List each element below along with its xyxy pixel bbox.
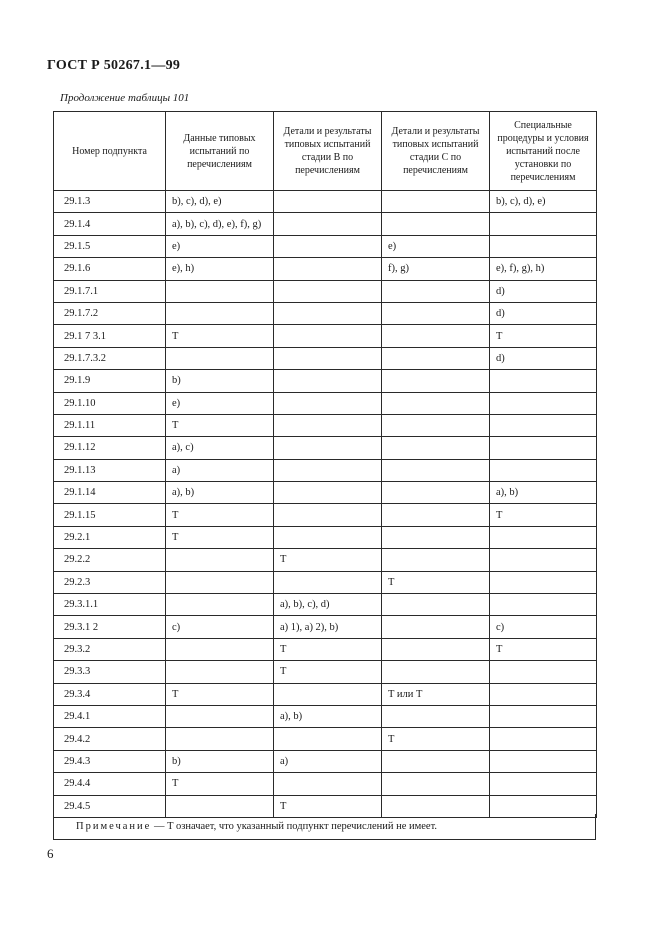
cell-stage-c	[382, 459, 490, 481]
cell-subclause: 29.4.2	[54, 728, 166, 750]
cell-subclause: 29.1.11	[54, 414, 166, 436]
cell-stage-c	[382, 773, 490, 795]
cell-subclause: 29.1.7.1	[54, 280, 166, 302]
cell-stage-b	[274, 459, 382, 481]
cell-type-test-data: T	[166, 773, 274, 795]
cell-stage-b	[274, 683, 382, 705]
cell-subclause: 29.1.15	[54, 504, 166, 526]
table-row	[54, 414, 597, 436]
cell-stage-b: T	[274, 638, 382, 660]
cell-stage-c	[382, 750, 490, 772]
header-row	[54, 112, 597, 191]
cell-type-test-data	[166, 302, 274, 324]
cell-subclause: 29.1.5	[54, 235, 166, 257]
cell-subclause: 29.1 7 3.1	[54, 325, 166, 347]
cell-stage-b	[274, 213, 382, 235]
cell-subclause: 29.4.4	[54, 773, 166, 795]
cell-special-procedures	[490, 661, 597, 683]
cell-stage-b: T	[274, 661, 382, 683]
cell-type-test-data: e)	[166, 392, 274, 414]
cell-stage-c: f), g)	[382, 258, 490, 280]
cell-special-procedures	[490, 594, 597, 616]
cell-special-procedures	[490, 370, 597, 392]
cell-subclause: 29.1.4	[54, 213, 166, 235]
cell-stage-c	[382, 661, 490, 683]
cell-stage-b	[274, 392, 382, 414]
cell-stage-c	[382, 504, 490, 526]
cell-special-procedures	[490, 414, 597, 436]
cell-special-procedures	[490, 683, 597, 705]
cell-stage-b: a)	[274, 750, 382, 772]
cell-type-test-data: a), b)	[166, 482, 274, 504]
cell-special-procedures	[490, 392, 597, 414]
table-row	[54, 638, 597, 660]
table-row	[54, 549, 597, 571]
cell-subclause: 29.1.7.3.2	[54, 347, 166, 369]
cell-stage-c: e)	[382, 235, 490, 257]
cell-stage-b: a), b), c), d)	[274, 594, 382, 616]
cell-type-test-data: a), c)	[166, 437, 274, 459]
cell-subclause: 29.3.1 2	[54, 616, 166, 638]
cell-special-procedures	[490, 235, 597, 257]
cell-subclause: 29.2.2	[54, 549, 166, 571]
cell-type-test-data: T	[166, 504, 274, 526]
cell-stage-c	[382, 370, 490, 392]
cell-stage-c	[382, 325, 490, 347]
table-note	[53, 814, 596, 840]
cell-subclause: 29.1.9	[54, 370, 166, 392]
cell-stage-b: a), b)	[274, 705, 382, 727]
cell-special-procedures: d)	[490, 302, 597, 324]
cell-stage-b	[274, 571, 382, 593]
cell-stage-b	[274, 773, 382, 795]
cell-stage-b	[274, 526, 382, 548]
cell-subclause: 29.4.1	[54, 705, 166, 727]
column-header-special-procedures: Специальные процедуры и условия испытаний после установки по перечислениям	[490, 112, 597, 191]
test-data-table	[53, 111, 597, 818]
table-row	[54, 459, 597, 481]
column-header-type-test-data: Данные типовых испытаний по перечислениям	[166, 112, 274, 191]
cell-special-procedures	[490, 773, 597, 795]
cell-stage-c	[382, 437, 490, 459]
cell-special-procedures: b), c), d), e)	[490, 191, 597, 213]
column-header-stage-b: Детали и результаты типовых испытаний стадии В по перечислениям	[274, 112, 382, 191]
cell-stage-c	[382, 280, 490, 302]
table-row	[54, 437, 597, 459]
cell-special-procedures: c)	[490, 616, 597, 638]
cell-stage-c: T или T	[382, 683, 490, 705]
table-row	[54, 683, 597, 705]
table-row	[54, 325, 597, 347]
cell-type-test-data	[166, 549, 274, 571]
table-row	[54, 482, 597, 504]
cell-stage-b	[274, 482, 382, 504]
cell-special-procedures	[490, 213, 597, 235]
cell-special-procedures: e), f), g), h)	[490, 258, 597, 280]
cell-subclause: 29.3.1.1	[54, 594, 166, 616]
cell-stage-c	[382, 638, 490, 660]
cell-type-test-data: b), c), d), e)	[166, 191, 274, 213]
cell-type-test-data: T	[166, 683, 274, 705]
cell-subclause: 29.1.12	[54, 437, 166, 459]
cell-subclause: 29.1.7.2	[54, 302, 166, 324]
cell-type-test-data: b)	[166, 370, 274, 392]
cell-type-test-data: a)	[166, 459, 274, 481]
table-row	[54, 526, 597, 548]
table-row	[54, 235, 597, 257]
table-body	[54, 191, 597, 818]
cell-type-test-data	[166, 638, 274, 660]
cell-subclause: 29.2.1	[54, 526, 166, 548]
cell-special-procedures	[490, 459, 597, 481]
table-container	[53, 111, 596, 818]
cell-subclause: 29.3.4	[54, 683, 166, 705]
cell-special-procedures	[490, 437, 597, 459]
cell-stage-c	[382, 347, 490, 369]
note-text: — T означает, что указанный подпункт перечислений не имеет.	[151, 821, 438, 832]
cell-type-test-data: b)	[166, 750, 274, 772]
cell-stage-b	[274, 414, 382, 436]
cell-type-test-data: T	[166, 414, 274, 436]
table-row	[54, 750, 597, 772]
cell-special-procedures	[490, 526, 597, 548]
table-row	[54, 370, 597, 392]
cell-special-procedures	[490, 549, 597, 571]
table-row	[54, 773, 597, 795]
table-row	[54, 504, 597, 526]
cell-stage-b	[274, 504, 382, 526]
table-row	[54, 191, 597, 213]
cell-stage-b	[274, 191, 382, 213]
cell-type-test-data: T	[166, 526, 274, 548]
table-row	[54, 347, 597, 369]
cell-stage-c	[382, 191, 490, 213]
cell-special-procedures: d)	[490, 347, 597, 369]
cell-type-test-data	[166, 728, 274, 750]
cell-special-procedures	[490, 705, 597, 727]
table-row	[54, 213, 597, 235]
cell-special-procedures	[490, 750, 597, 772]
cell-special-procedures: d)	[490, 280, 597, 302]
cell-stage-b	[274, 370, 382, 392]
cell-special-procedures: a), b)	[490, 482, 597, 504]
cell-subclause: 29.1.14	[54, 482, 166, 504]
table-row	[54, 616, 597, 638]
note-label: Примечание	[76, 821, 152, 832]
cell-stage-b	[274, 325, 382, 347]
cell-subclause: 29.3.2	[54, 638, 166, 660]
cell-stage-c	[382, 302, 490, 324]
cell-subclause: 29.1.13	[54, 459, 166, 481]
cell-stage-b: a) 1), a) 2), b)	[274, 616, 382, 638]
cell-stage-b	[274, 728, 382, 750]
cell-stage-c	[382, 482, 490, 504]
cell-stage-c	[382, 549, 490, 571]
cell-subclause: 29.2.3	[54, 571, 166, 593]
cell-type-test-data	[166, 705, 274, 727]
cell-stage-c: T	[382, 571, 490, 593]
cell-type-test-data: e)	[166, 235, 274, 257]
table-row	[54, 571, 597, 593]
cell-stage-b	[274, 302, 382, 324]
cell-stage-c: T	[382, 728, 490, 750]
table-row	[54, 594, 597, 616]
cell-subclause: 29.1.10	[54, 392, 166, 414]
table-row	[54, 302, 597, 324]
cell-stage-b	[274, 347, 382, 369]
cell-special-procedures	[490, 571, 597, 593]
cell-subclause: 29.4.3	[54, 750, 166, 772]
column-header-stage-c: Детали и результаты типовых испытаний стадии С по перечислениям	[382, 112, 490, 191]
cell-special-procedures	[490, 728, 597, 750]
cell-type-test-data	[166, 571, 274, 593]
cell-stage-c	[382, 414, 490, 436]
table-row	[54, 258, 597, 280]
cell-type-test-data	[166, 594, 274, 616]
cell-stage-c	[382, 213, 490, 235]
cell-stage-c	[382, 526, 490, 548]
table-row	[54, 280, 597, 302]
cell-type-test-data: e), h)	[166, 258, 274, 280]
document-header: ГОСТ Р 50267.1—99	[47, 58, 181, 73]
cell-stage-c	[382, 594, 490, 616]
table-row	[54, 705, 597, 727]
cell-stage-c	[382, 705, 490, 727]
cell-type-test-data	[166, 347, 274, 369]
table-caption: Продолжение таблицы 101	[60, 92, 190, 104]
cell-type-test-data: c)	[166, 616, 274, 638]
cell-special-procedures: T	[490, 638, 597, 660]
cell-stage-b	[274, 280, 382, 302]
cell-stage-b: T	[274, 549, 382, 571]
cell-subclause: 29.1.3	[54, 191, 166, 213]
cell-special-procedures: T	[490, 504, 597, 526]
cell-type-test-data	[166, 280, 274, 302]
cell-stage-c	[382, 616, 490, 638]
cell-stage-c	[382, 392, 490, 414]
table-row	[54, 392, 597, 414]
cell-stage-b	[274, 437, 382, 459]
column-header-subclause: Номер подпункта	[54, 112, 166, 191]
cell-subclause: 29.1.6	[54, 258, 166, 280]
cell-stage-b	[274, 258, 382, 280]
cell-type-test-data: T	[166, 325, 274, 347]
table-row	[54, 661, 597, 683]
table-head	[54, 112, 597, 191]
cell-special-procedures: T	[490, 325, 597, 347]
cell-stage-b	[274, 235, 382, 257]
cell-subclause: 29.4.5	[54, 795, 166, 817]
table-row	[54, 728, 597, 750]
cell-stage-b: T	[274, 795, 382, 817]
page-number: 6	[47, 846, 54, 861]
cell-subclause: 29.3.3	[54, 661, 166, 683]
cell-type-test-data: a), b), c), d), e), f), g)	[166, 213, 274, 235]
cell-type-test-data	[166, 661, 274, 683]
